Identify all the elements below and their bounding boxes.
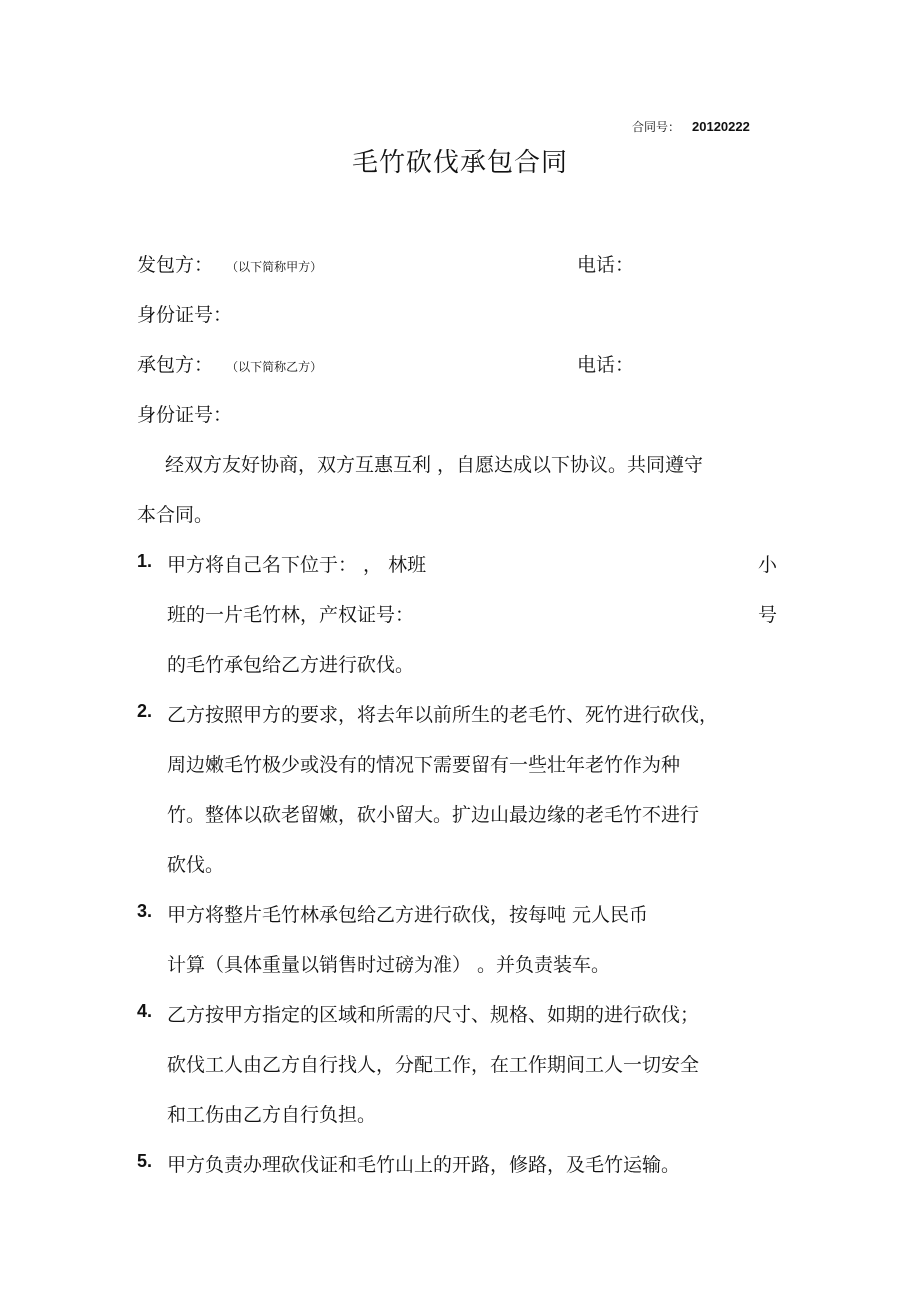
clause-1-number: 1. [137,551,153,571]
clause-2-line-2: 周边嫩毛竹极少或没有的情况下需要留有一些壮年老竹作为种 [167,754,681,776]
clause-2-line-3: 竹。整体以砍老留嫩，砍小留大。扩边山最边缘的老毛竹不进行 [167,804,700,826]
clause-1-line-1-right: 小 [758,554,778,576]
clause-2-line-4: 砍伐。 [167,854,225,876]
clause-1-line-2: 班的一片毛竹林，产权证号： [167,604,415,626]
clause-4-line-1: 乙方按甲方指定的区域和所需的尺寸、规格、如期的进行砍伐； [167,1004,700,1026]
party-b-note: （以下简称乙方） [226,360,323,374]
intro-line-2: 本合同。 [137,504,214,526]
contract-number [632,118,750,135]
party-b-label: 承包方： [137,354,214,376]
party-b-phone-label: 电话： [577,354,635,376]
document-title: 毛竹砍伐承包合同 [351,148,568,178]
party-a-id-label: 身份证号： [137,304,233,326]
clause-1-line-2-right: 号 [758,604,778,626]
clause-3-line-2: 计算（具体重量以销售时过磅为准） 。并负责装车。 [167,954,611,976]
intro-line-1: 经双方友好协商，双方互惠互利 ，自愿达成以下协议。共同遵守 [165,454,704,476]
clause-5-line-1: 甲方负责办理砍伐证和毛竹山上的开路，修路，及毛竹运输。 [167,1154,681,1176]
clause-2-line-1: 乙方按照甲方的要求，将去年以前所生的老毛竹、死竹进行砍伐， [167,704,719,726]
party-b-id-label: 身份证号： [137,404,233,426]
party-a-label: 发包方： [137,254,214,276]
contract-number-label: 合同号： [632,120,681,134]
party-a-note: （以下简称甲方） [226,260,323,274]
clause-5-number: 5. [137,1151,153,1171]
clause-1-line-3: 的毛竹承包给乙方进行砍伐。 [167,654,415,676]
party-a-phone-label: 电话： [577,254,635,276]
clause-4-line-3: 和工伤由乙方自行负担。 [167,1104,377,1126]
clause-4-line-2: 砍伐工人由乙方自行找人，分配工作，在工作期间工人一切安全 [167,1054,700,1076]
clause-2-number: 2. [137,701,153,721]
party-a-row [137,250,322,277]
clause-3-number: 3. [137,901,153,921]
clause-3-line-1: 甲方将整片毛竹林承包给乙方进行砍伐，按每吨 元人民币 [167,904,649,926]
clause-1-line-1: 甲方将自己名下位于： ， 林班 [167,554,427,576]
contract-number-value: 20120222 [692,119,750,134]
party-b-row [137,350,322,377]
clause-4-number: 4. [137,1001,153,1021]
